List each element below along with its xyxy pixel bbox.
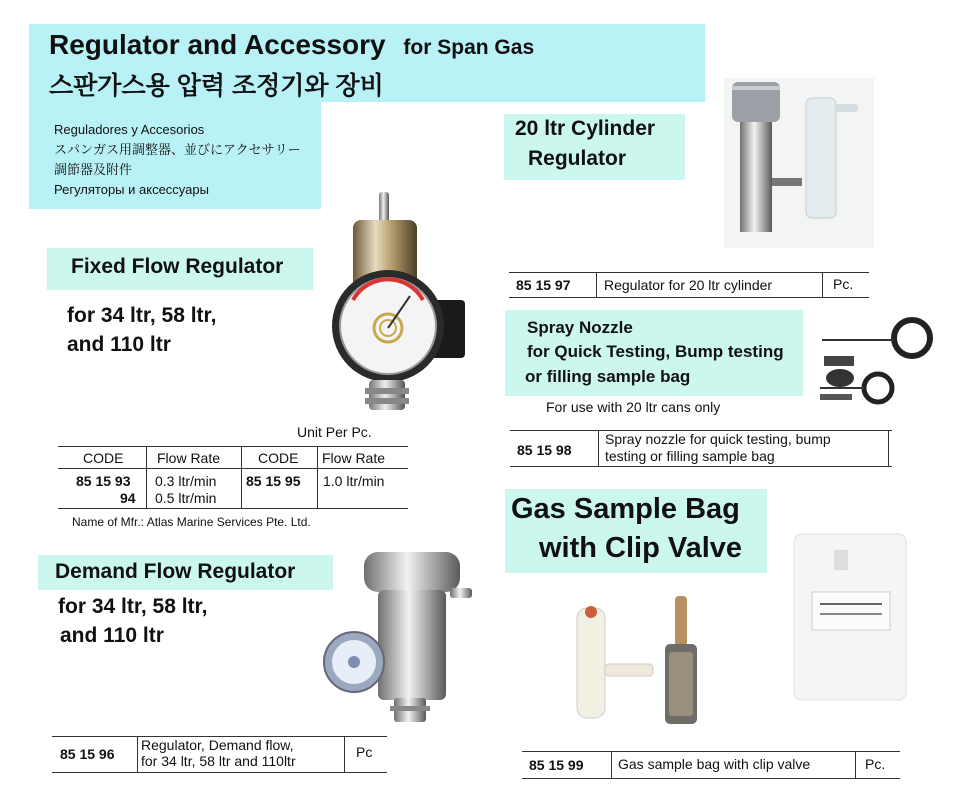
- fixed-flow-regulator-image: [325, 188, 475, 418]
- spray-table-bottom-rule: [510, 466, 892, 467]
- spray-table-divider-2: [888, 430, 889, 466]
- spray-title-line1: Spray Nozzle: [527, 318, 633, 337]
- cylinder-regulator-image: [724, 78, 874, 248]
- demand-flow-subtitle-line1: for 34 ltr, 58 ltr,: [58, 595, 208, 618]
- gas-bag-title-line2: with Clip Valve: [539, 532, 743, 564]
- language-line-russian: Регуляторы и аксессуары: [54, 182, 209, 197]
- fixed-flow-table-top-rule: [58, 446, 408, 447]
- spray-title-line2: for Quick Testing, Bump testing: [527, 342, 784, 361]
- fixed-flow-table-divider-2: [241, 446, 242, 508]
- demand-flow-unit: Pc: [356, 744, 373, 760]
- gas-bag-unit: Pc.: [865, 756, 886, 772]
- gas-bag-table-divider-2: [855, 751, 856, 778]
- fixed-flow-table-divider-3: [317, 446, 318, 508]
- fixed-flow-header-flow-rate: Flow Rate: [157, 450, 221, 466]
- language-line-chinese: 調節器及附件: [54, 162, 133, 177]
- fixed-flow-code-851595: 85 15 95: [246, 473, 301, 489]
- cylinder-table-divider-1: [596, 272, 597, 297]
- spray-code: 85 15 98: [517, 442, 572, 458]
- fixed-flow-header-code: CODE: [83, 450, 124, 466]
- fixed-flow-table-divider-1: [146, 446, 147, 508]
- spray-table-divider-1: [598, 430, 599, 466]
- demand-flow-code: 85 15 96: [60, 746, 115, 762]
- cylinder-title-line2: Regulator: [528, 147, 627, 170]
- page-title: Regulator and Accessory for Span Gas: [49, 29, 535, 60]
- gas-bag-code: 85 15 99: [529, 757, 584, 773]
- gas-bag-image: [790, 530, 910, 705]
- demand-flow-desc-line1: Regulator, Demand flow,: [141, 737, 294, 753]
- fixed-flow-table-bottom-rule: [58, 508, 408, 509]
- language-lines: [54, 120, 301, 200]
- demand-flow-regulator-image: [320, 548, 480, 728]
- gas-bag-valve-image: [565, 590, 715, 730]
- cylinder-table-bottom-rule: [509, 297, 869, 298]
- gas-bag-desc: Gas sample bag with clip valve: [618, 756, 811, 772]
- language-line-spanish: Reguladores y Accesorios: [54, 122, 205, 137]
- spray-title-line3: or filling sample bag: [525, 367, 691, 386]
- demand-flow-table-divider-1: [137, 736, 138, 772]
- spray-desc-line2: testing or filling sample bag: [605, 448, 775, 464]
- fixed-flow-subtitle-line1: for 34 ltr, 58 ltr,: [67, 304, 217, 327]
- fixed-flow-rate-1-0: 1.0 ltr/min: [323, 473, 385, 489]
- demand-flow-table-divider-2: [344, 736, 345, 772]
- cylinder-table-top-rule: [509, 272, 869, 273]
- gas-bag-table-top-rule: [522, 751, 900, 752]
- gas-bag-table-divider-1: [611, 751, 612, 778]
- fixed-flow-rate-0-3: 0.3 ltr/min: [155, 473, 217, 489]
- manufacturer-note: Name of Mfr.: Atlas Marine Services Pte. Ltd.: [72, 515, 311, 529]
- cylinder-table-divider-2: [822, 272, 823, 297]
- language-line-japanese: スパンガス用調整器、並びにアクセサリー: [54, 142, 301, 157]
- spray-note: For use with 20 ltr cans only: [546, 399, 721, 415]
- page-title-suffix: for Span Gas: [403, 36, 535, 59]
- demand-flow-table-bottom-rule: [52, 772, 387, 773]
- spray-desc-line1: Spray nozzle for quick testing, bump: [605, 431, 831, 447]
- demand-flow-desc-line2: for 34 ltr, 58 ltr and 110ltr: [141, 753, 296, 769]
- fixed-flow-table-header-rule: [58, 468, 408, 469]
- cylinder-unit: Pc.: [833, 276, 854, 292]
- fixed-flow-header-flow-rate-2: Flow Rate: [322, 450, 386, 466]
- fixed-flow-code-94: 94: [120, 490, 136, 506]
- cylinder-code: 85 15 97: [516, 277, 571, 293]
- fixed-flow-rate-0-5: 0.5 ltr/min: [155, 490, 217, 506]
- cylinder-title-line1: 20 ltr Cylinder: [515, 117, 656, 140]
- demand-flow-title: Demand Flow Regulator: [55, 560, 296, 583]
- demand-flow-subtitle-line2: and 110 ltr: [60, 624, 164, 647]
- fixed-flow-unit-note: Unit Per Pc.: [297, 424, 372, 440]
- fixed-flow-code-851593: 85 15 93: [76, 473, 131, 489]
- fixed-flow-header-code-2: CODE: [258, 450, 299, 466]
- cylinder-desc: Regulator for 20 ltr cylinder: [604, 277, 773, 293]
- spray-nozzle-image: [818, 316, 953, 416]
- page-title-korean: 스판가스용 압력 조정기와 장비: [49, 72, 384, 100]
- gas-bag-table-bottom-rule: [522, 778, 900, 779]
- fixed-flow-subtitle-line2: and 110 ltr: [67, 333, 171, 356]
- fixed-flow-title: Fixed Flow Regulator: [71, 255, 284, 278]
- gas-bag-title-line1: Gas Sample Bag: [511, 493, 740, 525]
